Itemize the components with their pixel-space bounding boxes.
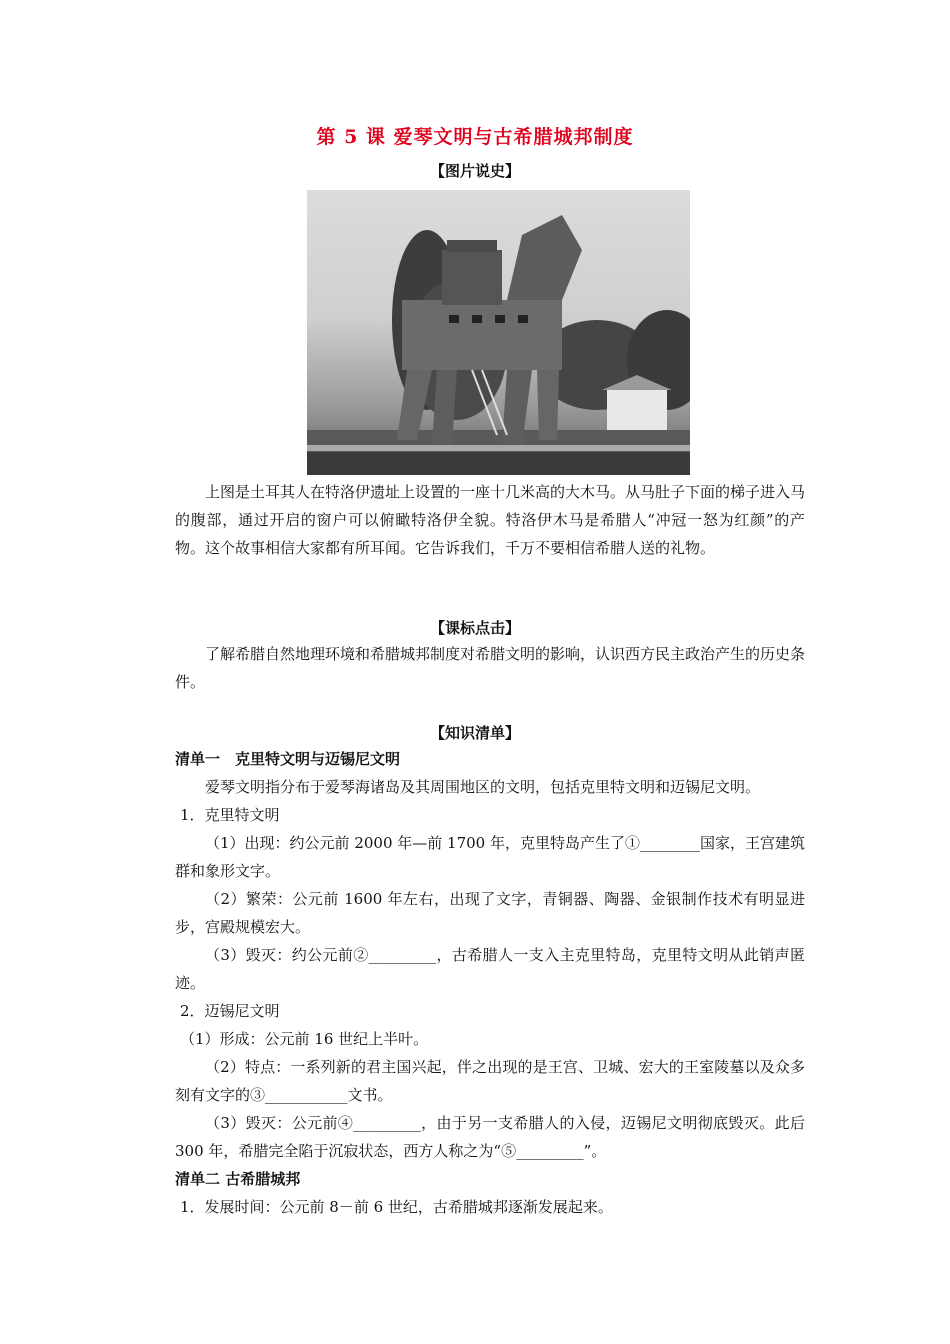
crete-item-2: （2）繁荣：公元前 1600 年左右，出现了文字，青铜器、陶器、金银制作技术有明显进步，宫殿规模宏大。 [175,890,805,936]
mycenae-title: 2．迈锡尼文明 [180,1002,280,1020]
list-two-item-1: 1．发展时间：公元前 8－前 6 世纪，古希腊城邦逐渐发展起来。 [180,1198,613,1216]
mycenae-item-3: （3）毁灭：公元前④_________，由于另一支希腊人的入侵，迈锡尼文明彻底毁灭。此后 300 年，希腊完全陷于沉寂状态，西方人称之为“⑤_________”。 [175,1114,805,1160]
trojan-horse-photo [307,190,690,475]
list-two-heading: 清单二 古希腊城邦 [175,1170,301,1188]
mycenae-item-1: （1）形成：公元前 16 世纪上半叶。 [180,1030,429,1048]
crete-item-1: （1）出现：约公元前 2000 年—前 1700 年，克里特岛产生了①________国家，王宫建筑群和象形文字。 [175,834,805,880]
mycenae-item-2: （2）特点：一系列新的君主国兴起，伴之出现的是王宫、卫城、宏大的王室陵墓以及众多刻有文字的③___________文书。 [175,1058,805,1104]
crete-title: 1．克里特文明 [180,806,280,824]
lesson-title: 第 5 课 爱琴文明与古希腊城邦制度 [316,126,634,148]
crete-item-3: （3）毁灭：约公元前②_________，古希腊人一支入主克里特岛，克里特文明从此销声匿迹。 [175,946,805,992]
section-heading-knowledge: 【知识清单】 [429,724,520,742]
picture-description: 上图是土耳其人在特洛伊遗址上设置的一座十几米高的大木马。从马肚子下面的梯子进入马的腹部，通过开启的窗户可以俯瞰特洛伊全貌。特洛伊木马是希腊人“冲冠一怒为红颜”的产物。这个故事相信大家都有所耳闻。它告诉我们，千万不要相信希腊人送的礼物。 [175,483,806,557]
list-one-intro: 爱琴文明指分布于爱琴海诸岛及其周围地区的文明，包括克里特文明和迈锡尼文明。 [205,778,761,796]
section-heading-picture: 【图片说史】 [429,162,520,180]
standard-text: 了解希腊自然地理环境和希腊城邦制度对希腊文明的影响，认识西方民主政治产生的历史条件。 [175,645,806,691]
section-heading-standard: 【课标点击】 [429,619,520,637]
list-one-heading: 清单一 克里特文明与迈锡尼文明 [175,750,401,768]
